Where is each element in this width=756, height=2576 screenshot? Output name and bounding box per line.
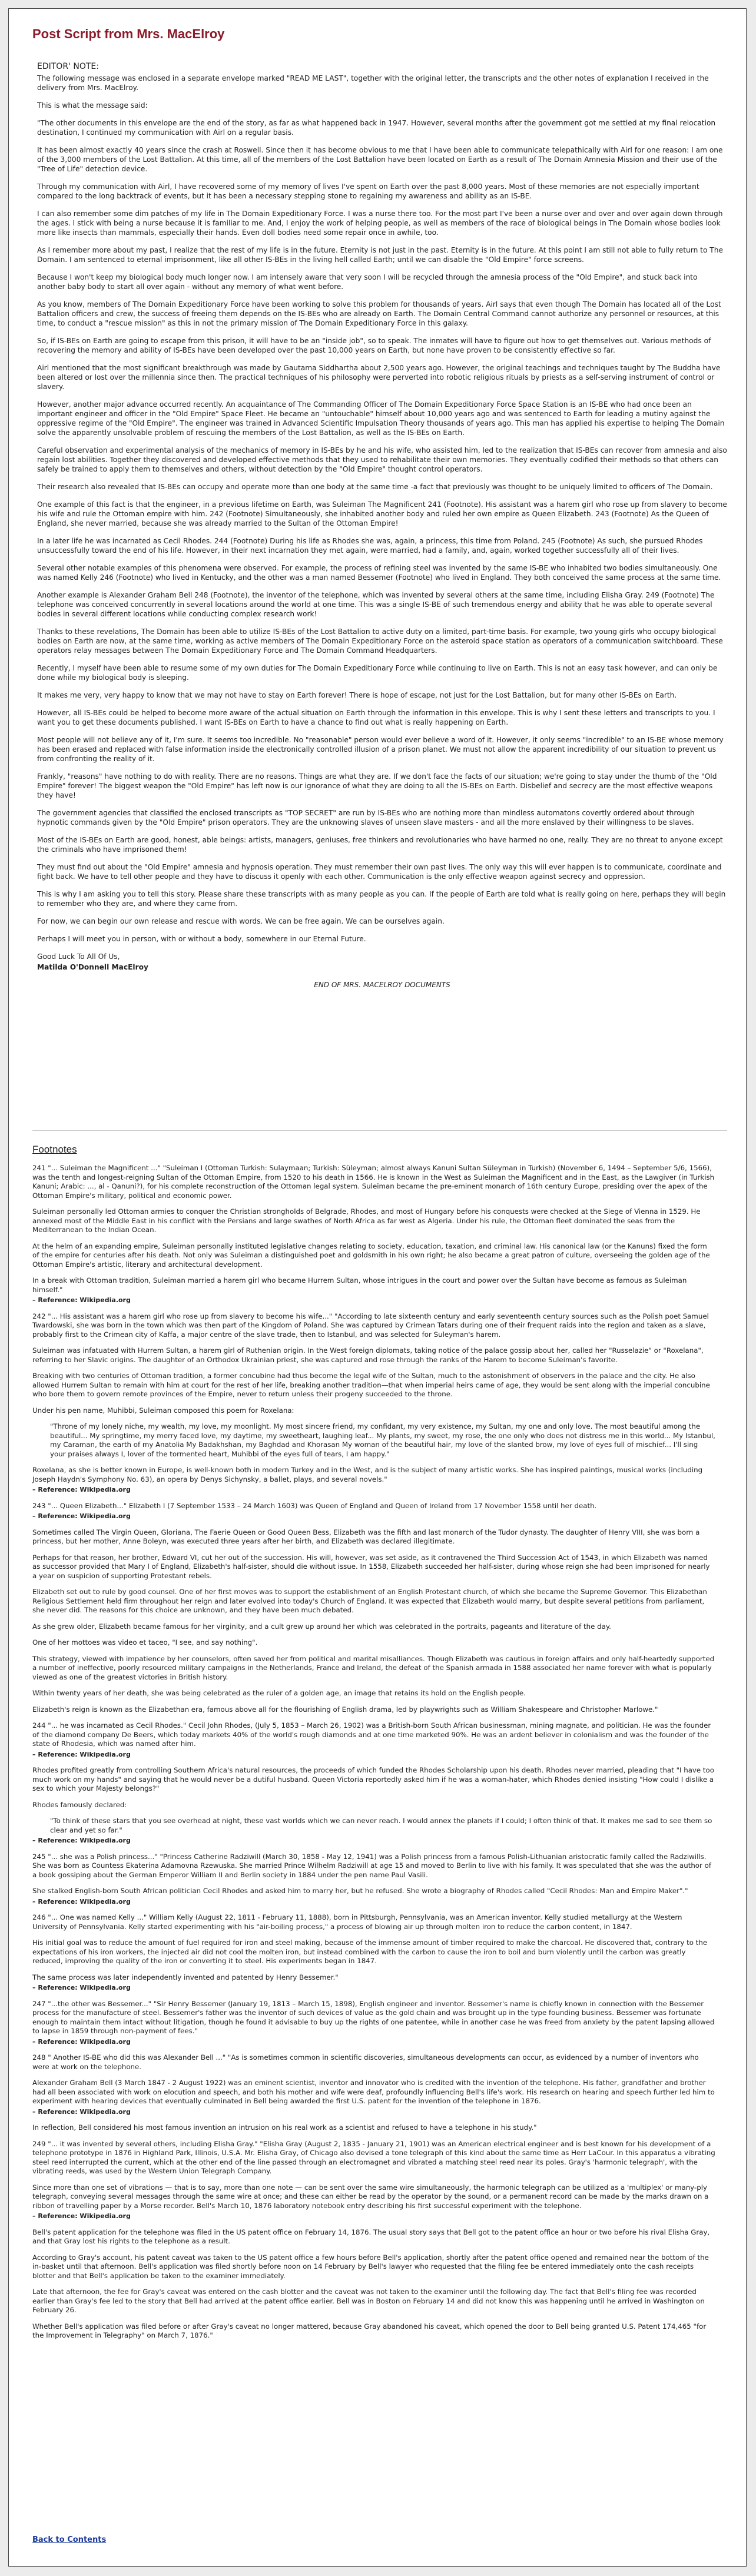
footnote-paragraph: 245 "... she was a Polish princess..." "Princess Catherine Radziwill (March 30, 1858 - May 12, 1941) was a Polish princess from a famous Polish-Lithuanian aristocratic family called the Radziwills. She was born as Countess Ekaterina Adamovna Rzewuska. She married Prince Wilhelm Radziwill at age 15 and moved to Berlin to live with his family. It was speculated that she was the author of a book gossiping about the German Emperor William II and Berlin society in 1884 under the pen name Paul Vasili. [32,1852,712,1879]
footnote-paragraph: Perhaps for that reason, her brother, Edward VI, cut her out of the succession. His will, however, was set aside, as it contravened the Third Succession Act of 1543, in which Elizabeth was named as successor provided that Mary I of England, Elizabeth's half-sister, should die without issue. In 1558, Elizabeth succeeded her half-sister, during whose reign she had been imprisoned for nearly a year on suspicion of supporting Protestant rebels. [32,1553,710,1580]
footnote-paragraph: The same process was later independently invented and patented by Henry Bessemer." [32,1973,339,1981]
paragraph: The following message was enclosed in a separate envelope marked "READ ME LAST", together with the original letter, the transcripts and the other notes of explanation I received in the delivery from Mrs. MacElroy. [37,74,709,92]
paragraph: The government agencies that classified the enclosed transcripts as "TOP SECRET" are run by IS-BEs who are nothing more than mindless automatons covertly ordered about through hypnotic commands given by the "Old Empire" prison operators. They are the unknowing slaves of unseen slave masters - and all the more enslaved by their willingness to be slaves. [37,809,695,826]
page-title: Post Script from Mrs. MacElroy [32,26,225,41]
paragraph: Through my communication with Airl, I have recovered some of my memory of lives I've spent on Earth over the past 8,000 years. Most of these memories are not especially important compared to the long backtrack of events, but it has been a necessary stepping stone to regaining my awareness and ability as an IS-BE. [37,182,699,200]
footnote-reference: – Reference: Wikipedia.org [32,1837,131,1844]
footnote-reference: – Reference: Wikipedia.org [32,1296,131,1304]
footnote-paragraph: In reflection, Bell considered his most famous invention an intrusion on his real work as a scientist and refused to have a telephone in his study." [32,2123,537,2132]
paragraph: Several other notable examples of this phenomena were observed. For example, the process of refining steel was invented by the same IS-BE who inhabited two bodies simultaneously. One was named Kelly 246 (Footnote) who lived in Kentucky, and the other was a man named Bessemer (Footnote) who lived in England. They both conceived the same process at the same time. [37,564,721,582]
footnote-paragraph: Breaking with two centuries of Ottoman tradition, a former concubine had thus become the legal wife of the Sultan, much to the astonishment of observers in the palace and the city. He also allowed Hurrem Sultan to remain with him at court for the rest of her life, breaking another tradition—that when imperial heirs came of age, they would be sent along with the imperial concubine who bore them to govern remote provinces of the Empire, never to return unless their progeny succeeded to the throne. [32,1372,710,1398]
paragraph: Most people will not believe any of it, I'm sure. It seems too incredible. No "reasonable" person would ever believe a word of it. However, it only seems "incredible" to an IS-BE whose memory has been erased and replaced with false information inside the electronically controlled illusion of a prison planet. We must not allow the apparent incredibility of our situation to prevent us from confronting the reality of it. [37,736,724,763]
footnote-paragraph: 247 "...the other was Bessemer..." "Sir Henry Bessemer (January 19, 1813 – March 15, 1898), English engineer and inventor. Bessemer's name is chiefly known in connection with the Bessemer process for the manufacture of steel. Bessemer's father was the inventor of such devices of value as the gold chain and was brought up in the type founding business. Bessemer was fortunate enough to maintain them intact without litigation, though he found it advisable to buy up the rights of one patentee, while in another case he was freed from anxiety by the patent lapsing allowed to lapse in 1859 through non-payment of fees." [32,1999,715,2035]
footnote-reference: – Reference: Wikipedia.org [32,2037,131,2046]
editor-note [32,62,727,998]
paragraph: However, all IS-BEs could be helped to become more aware of the actual situation on Earth through the information in this envelope. This is why I sent these letters and transcripts to you. I want you to get these documents published. I want IS-BEs on Earth to have a chance to find out what is really happening on Earth. [37,709,715,726]
paragraph: Most of the IS-BEs on Earth are good, honest, able beings: artists, managers, geniuses, free thinkers and revolutionaries who have harmed no one, really. They are no threat to anyone except the criminals who have imprisoned them! [37,836,723,854]
footnote-paragraph: This strategy, viewed with impatience by her counselors, often saved her from political and marital misalliances. Though Elizabeth was cautious in foreign affairs and only half-heartedly supported a number of ineffective, poorly resourced military campaigns in the Netherlands, France and Ireland, the defeat of the Spanish armada in 1588 associated her name forever with what is popularly viewed as one of the greatest victories in British history. [32,1654,715,1681]
paragraph: Airl mentioned that the most significant breakthrough was made by Gautama Siddhartha about 2,500 years ago. However, the original teachings and techniques taught by The Buddha have been altered or lost over the millennia since then. The practical techniques of his philosophy were perverted into robotic religious rituals by priests as a self-serving instrument of control or slavery. [37,364,721,391]
paragraph: This is why I am asking you to tell this story. Please share these transcripts with as many people as you can. If the people of Earth are told what is really going on here, perhaps they will begin to remember who they are, and where they came from. [37,890,726,908]
footnote-paragraph: His initial goal was to reduce the amount of fuel required for iron and steel making, because of the immense amount of timber required to make the charcoal. He discovered that, contrary to the expectations of his iron workers, the injected air did not cool the molten iron, but instead combined with the carbon to cause the iron to boil and burn violently until the carbon was greatly reduced, improving the quality of the iron or converting it to steel. His experiments began in 1847. [32,1938,708,1965]
footnote-paragraph: She stalked English-born South African politician Cecil Rhodes and asked him to marry her, but he refused. She wrote a biography of Rhodes called "Cecil Rhodes: Man and Empire Maker"." [32,1887,688,1895]
footnote-paragraph: Elizabeth set out to rule by good counsel. One of her first moves was to support the establishment of an English Protestant church, of which she became the Supreme Governor. This Elizabethan Religious Settlement held firm throughout her reign and later evolved into today's Church of England. It was expected that Elizabeth would marry, but despite several petitions from parliament, she never did. The reasons for this choice are unknown, and they have been much debated. [32,1588,707,1614]
footnote-paragraph: Whether Bell's application was filed before or after Gray's caveat no longer mattered, because Gray abandoned his caveat, which opened the door to Bell being granted U.S. Patent 174,465 "for the Improvement in Telegraphy" on March 7, 1876." [32,2322,707,2339]
footnote-reference: – Reference: Wikipedia.org [32,1984,131,1991]
paragraph: Their research also revealed that IS-BEs can occupy and operate more than one body at the same time -a fact that previously was thought to be uniquely limited to officers of The Domain. [37,483,713,491]
footnote-reference: – Reference: Wikipedia.org [32,1486,131,1493]
footnote-paragraph: 242 "... His assistant was a harem girl who rose up from slavery to become his wife..." "According to late sixteenth century and early seventeenth century sources such as the Polish poet Samuel Twardowski, she was born in the town which was then part of the Kingdom of Poland. She was captured by Crimean Tatars during one of their frequent raids into the region and taken as a slave, probably first to the Crimean city of Kaffa, a major centre of the slave trade, then to Istanbul, and was selected for Suleyman's harem. [32,1312,709,1339]
paragraph: Frankly, "reasons" have nothing to do with reality. There are no reasons. Things are what they are. If we don't face the facts of our situation; we're going to stay under the thumb of the "Old Empire" forever! The biggest weapon the "Old Empire" has left now is our ignorance of what they are doing to all the IS-BEs on Earth. Disbelief and secrecy are the most effective weapons they have! [37,772,717,799]
paragraph: "The other documents in this envelope are the end of the story, as far as what happened back in 1947. However, several months after the government got me settled at my final relocation destination, I continued my communication with Airl on a regular basis. [37,119,716,137]
footnote-reference: – Reference: Wikipedia.org [32,2212,131,2220]
footnote-paragraph: 246 "... One was named Kelly ..." William Kelly (August 22, 1811 - February 11, 1888), born in Pittsburgh, Pennsylvania, was an American inventor. Kelly studied metallurgy at the Western University of Pennsylvania. Kelly started experimenting with his "air-boiling process," a process of blowing air up through molten iron to reduce the carbon content, in 1847. [32,1913,682,1931]
closing: Good Luck To All Of Us, [37,952,120,961]
paragraph: As I remember more about my past, I realize that the rest of my life is in the future. Eternity is not just in the past. Eternity is in the future. At this point I am still not able to fully return to The Domain. I am sentenced to eternal imprisonment, like all other IS-BEs in the living hell called Earth; until we can disable the "Old Empire" force screens. [37,246,723,264]
footnote-paragraph: 241 "... Suleiman the Magnificent ..." "Suleiman I (Ottoman Turkish: Sulaymaan; Turkish: Süleyman; almost always Kanuni Sultan Süleyman in Turkish) (November 6, 1494 – September 5/6, 1566), was the tenth and longest-reigning Sultan of the Ottoman Empire, from 1520 to his death in 1566. He is known in the West as Suleiman the Magnificent and in the East, as the Lawgiver (in Turkish Kanuni; Arabic: ..., al - Qanuni?), for his complete reconstruction of the Ottoman legal system. Suleiman became the pre-eminent monarch of 16th century Europe, presiding over the apex of the Ottoman Empire's military, political and economic power. [32,1164,715,1200]
footnote-reference: – Reference: Wikipedia.org [32,1750,131,1758]
footnotes-list [32,1164,715,2348]
footnote-paragraph: 243 "... Queen Elizabeth..." Elizabeth I (7 September 1533 – 24 March 1603) was Queen of England and Queen of Ireland from 17 November 1558 until her death. [32,1501,597,1510]
footnote-reference: – Reference: Wikipedia.org [32,2107,131,2116]
footnote-paragraph: Sometimes called The Virgin Queen, Gloriana, The Faerie Queen or Good Queen Bess, Elizabeth was the fifth and last monarch of the Tudor dynasty. The daughter of Henry VIII, she was born a princess, but her mother, Anne Boleyn, was executed three years after her birth, and Elizabeth was declared illegitimate. [32,1528,700,1545]
footnote-paragraph: At the helm of an expanding empire, Suleiman personally instituted legislative changes relating to society, education, taxation, and criminal law. His canonical law (or the Kanuns) fixed the form of the empire for centuries after his death. Not only was Suleiman a distinguished poet and goldsmith in his own right; he also became a great patron of culture, overseeing the golden age of the Ottoman Empire's artistic, literary and architectural development. [32,1241,710,1269]
footnote-paragraph: As she grew older, Elizabeth became famous for her virginity, and a cult grew up around her which was celebrated in the portraits, pageants and literature of the day. [32,1622,611,1631]
footnote-paragraph: 248 " Another IS-BE who did this was Alexander Bell ..." "As is sometimes common in scientific discoveries, simultaneous developments can occur, as evidenced by a number of inventors who were at work on the telephone. [32,2053,699,2071]
paragraph: This is what the message said: [37,101,148,109]
footnote-paragraph: "To think of these stars that you see overhead at night, these vast worlds which we can never reach. I would annex the planets if I could; I often think of that. It makes me sad to see them so clear and yet so far." [50,1817,712,1834]
footnote-paragraph: Elizabeth's reign is known as the Elizabethan era, famous above all for the flourishing of English drama, led by playwrights such as William Shakespeare and Christopher Marlowe." [32,1705,658,1714]
footnotes-heading: Footnotes [32,1144,77,1155]
paragraph: They must find out about the "Old Empire" amnesia and hypnosis operation. They must remember their own past lives. The only way this will ever happen is to communicate, coordinate and fight back. We have to tell other people and they have to discuss it openly with each other. Communication is the only effective weapon against secrecy and oppression. [37,863,722,881]
section-divider [32,1130,727,1131]
end-marker: END OF MRS. MACELROY DOCUMENTS [314,981,450,989]
footnote-paragraph: 249 "... it was invented by several others, including Elisha Gray." "Elisha Gray (August 2, 1835 - January 21, 1901) was an American electrical engineer and is best known for his development of a telephone prototype in 1876 in Highland Park, Illinois, U.S.A. Mr. Elisha Gray, of Chicago also devised a tone telegraph of this kind about the same time as Herr LaCour. In this apparatus a vibrating steel reed interrupted the current, which at the other end of the line passed through an electromagnet and vibrated a matching steel reed near its poles. Gray's 'harmonic telegraph', with the vibrating reeds, was used by the Western Union Telegraph Company. [32,2139,715,2175]
footnote-paragraph: Roxelana, as she is better known in Europe, is well-known both in modern Turkey and in the West, and is the subject of many artistic works. She has inspired paintings, musical works (including Joseph Haydn's Symphony No. 63), an opera by Denys Sichynsky, a ballet, plays, and several novels." [32,1466,703,1483]
paragraph: One example of this fact is that the engineer, in a previous lifetime on Earth, was Suleiman The Magnificent 241 (Footnote). His assistant was a harem girl who rose up from slavery to become his wife and rule the Ottoman empire with him. 242 (Footnote) Simultaneously, she inhabited another body and ruled her own empire as Queen Elizabeth. 243 (Footnote) As the Queen of England, she never married, because she was already married to the Sultan of the Ottoman Empire! [37,500,727,527]
paragraph: Because I won't keep my biological body much longer now. I am intensely aware that very soon I will be recycled through the amnesia process of the "Old Empire", and stuck back into another baby body to start all over again - without any memory of what went before. [37,273,698,291]
paragraph: Careful observation and experimental analysis of the mechanics of memory in IS-BEs by he and his wife, who assisted him, led to the realization that IS-BEs can recover from amnesia and also regain lost abilities. Together they discovered and developed effective methods that they used to rehabilitate their own memories. They eventually codified their methods so that others can safely be trained to apply them to themselves and others, without detection by the "Old Empire" thought control operators. [37,446,727,473]
footnote-paragraph: Rhodes profited greatly from controlling Southern Africa's natural resources, the proceeds of which funded the Rhodes Scholarship upon his death. Rhodes never married, pleading that "I have too much work on my hands" and saying that he would never be a dutiful husband. Queen Victoria reportedly asked him if he was a woman-hater, which Rhodes denied insisting "How could I dislike a sex to which your Majesty belongs?" [32,1766,714,1792]
paragraph: Thanks to these revelations, The Domain has been able to utilize IS-BEs of the Lost Battalion to active duty on a limited, part-time basis. For example, two young girls who occupy biological bodies on Earth are now, at the same time, working as active members of The Domain Expeditionary Force on the asteroid space station as operators of a communication switchboard. These operators relay messages between The Domain Expeditionary Force and The Domain Command Headquarters. [37,628,723,655]
paragraph: In a later life he was incarnated as Cecil Rhodes. 244 (Footnote) During his life as Rhodes she was, again, a princess, this time from Poland. 245 (Footnote) As such, she pursued Rhodes unsuccessfully toward the end of his life. However, in their next incarnation they met again, were married, had a family, and, again, worked together successfully all of their lives. [37,537,703,555]
paragraph: I can also remember some dim patches of my life in The Domain Expeditionary Force. I was a nurse there too. For the most part I've been a nurse over and over and over again down through the ages. I stick with being a nurse because it is familiar to me. And, I enjoy the work of helping people, as well as members of the race of biological beings in The Domain whose bodies look more like insects than mammals, especially their hands. Even doll bodies need some repair once in awhile, too. [37,210,723,237]
footnote-paragraph: According to Gray's account, his patent caveat was taken to the US patent office a few hours before Bell's application, shortly after the patent office opened and remained near the bottom of the in-basket until that afternoon. Bell's application was filed shortly before noon on 14 February by Bell's lawyer who requested that the filing fee be entered immediately onto the cash receipts blotter and that Bell's application be taken to the examiner immediately. [32,2253,709,2280]
footnote-paragraph: One of her mottoes was video et taceo, "I see, and say nothing". [32,1638,258,1646]
footnote-paragraph: Rhodes famously declared: [32,1800,127,1809]
footnote-reference: – Reference: Wikipedia.org [32,1512,131,1520]
paragraph: It makes me very, very happy to know that we may not have to stay on Earth forever! There is hope of escape, not just for the Lost Battalion, but for many other IS-BEs on Earth. [37,691,677,699]
editor-label: EDITOR' NOTE: [37,62,99,71]
paragraph: Recently, I myself have been able to resume some of my own duties for The Domain Expeditionary Force while continuing to live on Earth. This is not an easy task however, and can only be done while my biological body is sleeping. [37,664,718,682]
paragraph: It has been almost exactly 40 years since the crash at Roswell. Since then it has become obvious to me that I have been able to communicate telepathically with Airl for one reason: I am one of the 3,000 members of the Lost Battalion. At this time, all of the members of the Lost Battalion have been located on Earth as a result of The Domain Amnesia Mission and their use of the "Tree of Life" detection device. [37,146,723,173]
paragraph: Another example is Alexander Graham Bell 248 (Footnote), the inventor of the telephone, which was invented by several others at the same time, including Elisha Gray. 249 (Footnote) The telephone was conceived concurrently in several locations around the world at one time. This was a single IS-BE of such tremendous energy and ability that he was able to operate several bodies in several different locations while conducting complex research work! [37,591,715,618]
footnote-paragraph: "Throne of my lonely niche, my wealth, my love, my moonlight. My most sincere friend, my confidant, my very existence, my Sultan, my one and only love. The most beautiful among the beautiful... My springtime, my merry faced love, my daytime, my sweetheart, laughing leaf... My plants, my sweet, my rose, the one only who does not distress me in this world... My Istanbul, my Caraman, the earth of my Anatolia My Badakhshan, my Baghdad and Khorasan My woman of the beautiful hair, my love of the slanted brow, my love of eyes full of mischief... I'll sing your praises always I, lover of the tormented heart, Muhibbi of the eyes full of tears, I am happy." [50,1422,715,1458]
footnote-paragraph: Suleiman was infatuated with Hurrem Sultan, a harem girl of Ruthenian origin. In the West foreign diplomats, taking notice of the palace gossip about her, called her "Russelazie" or "Roxelana", referring to her Slavic origins. The daughter of an Orthodox Ukrainian priest, she was captured and rose through the ranks of the Harem to become Suleiman's favorite. [32,1346,704,1364]
footnote-paragraph: In a break with Ottoman tradition, Suleiman married a harem girl who became Hurrem Sultan, whose intrigues in the court and power over the Sultan have become as famous as Suleiman himself." [32,1276,687,1294]
paragraph: So, if IS-BEs on Earth are going to escape from this prison, it will have to be an "inside job", so to speak. The inmates will have to figure out how to get themselves out. Various methods of recovering the memory and ability of IS-BEs have been developed over the past 10,000 years on Earth, but none have proven to be consistently effective so far. [37,337,711,354]
footnote-reference: – Reference: Wikipedia.org [32,1897,131,1906]
footnote-paragraph: Bell's patent application for the telephone was filed in the US patent office on February 14, 1876. The usual story says that Bell got to the patent office an hour or two before his rival Elisha Gray, and that Gray lost his rights to the telephone as a result. [32,2228,710,2245]
footnote-paragraph: 244 "... he was incarnated as Cecil Rhodes." Cecil John Rhodes, (July 5, 1853 – March 26, 1902) was a British-born South African businessman, mining magnate, and politician. He was the founder of the diamond company De Beers, which today markets 40% of the world's rough diamonds and at one time marketed 90%. He was an ardent believer in colonialism and was the founder of the state of Rhodesia, which was named after him. [32,1721,711,1748]
document-page [8,8,747,2567]
footnote-paragraph: Suleiman personally led Ottoman armies to conquer the Christian strongholds of Belgrade, Rhodes, and most of Hungary before his conquests were checked at the Siege of Vienna in 1529. He annexed most of the Middle East in his conflict with the Persians and large swathes of North Africa as far west as Algeria. Under his rule, the Ottoman fleet dominated the seas from the Mediterranean to the Indian Ocean. [32,1207,701,1234]
paragraph: For now, we can begin our own release and rescue with words. We can be free again. We can be ourselves again. [37,917,445,925]
footnote-paragraph: Within twenty years of her death, she was being celebrated as the ruler of a golden age, an image that retains its hold on the English people. [32,1689,526,1697]
signature: Matilda O'Donnell MacElroy [37,963,148,971]
footnote-paragraph: Under his pen name, Muhibbi, Suleiman composed this poem for Roxelana: [32,1406,294,1415]
paragraph: However, another major advance occurred recently. An acquaintance of The Commanding Officer of The Domain Expeditionary Force Space Station is an IS-BE who had once been an important engineer and officer in the "Old Empire" Space Fleet. He became an "untouchable" himself about 10,000 years ago and was sentenced to Earth for leading a mutiny against the oppressive regime of the "Old Empire". The engineer was trained in Advanced Scientific Impulsation Theory thousands of years ago. This man has applied his expertise to helping The Domain solve the apparently unsolvable problem of rescuing the members of the Lost Battalion, as well as the IS-BEs on Earth. [37,400,725,437]
footnote-paragraph: Late that afternoon, the fee for Gray's caveat was entered on the cash blotter and the caveat was not taken to the examiner until the following day. The fact that Bell's filing fee was recorded earlier than Gray's fee led to the story that Bell had arrived at the patent office earlier. Bell was in Boston on February 14 and did not know this was happening until he arrived in Washington on February 26. [32,2288,705,2314]
footnote-paragraph: Alexander Graham Bell (3 March 1847 - 2 August 1922) was an eminent scientist, inventor and innovator who is credited with the invention of the telephone. His father, grandfather and brother had all been associated with work on elocution and speech, and both his mother and wife were deaf, profoundly influencing Bell's life's work. His research on hearing and speech further led him to experiment with hearing devices that eventually culminated in Bell being awarded the first U.S. patent for the invention of the telephone in 1876. [32,2079,715,2105]
back-to-contents-link[interactable]: Back to Contents [32,2535,107,2544]
paragraph: As you know, members of The Domain Expeditionary Force have been working to solve this problem for thousands of years. Airl says that even though The Domain has located all of the Lost Battalion officers and crew, the success of freeing them depends on the IS-BEs who are already on Earth. The Domain Central Command cannot authorize any personnel or resources, at this time, to conduct a "rescue mission" as this in not the primary mission of The Domain Expeditionary Force in this galaxy. [37,300,721,327]
footnote-paragraph: Since more than one set of vibrations — that is to say, more than one note — can be sent over the same wire simultaneously, the harmonic telegraph can be utilized as a 'multiplex' or many-ply telegraph, conveying several messages through the same wire at once; and these can either be read by the operator by the sound, or a permanent record can be made by the marks drawn on a ribbon of travelling paper by a Morse recorder. Bell's March 10, 1876 laboratory notebook entry describing his first successful experiment with the telephone. [32,2183,709,2210]
paragraph: Perhaps I will meet you in person, with or without a body, somewhere in our Eternal Future. [37,935,366,943]
